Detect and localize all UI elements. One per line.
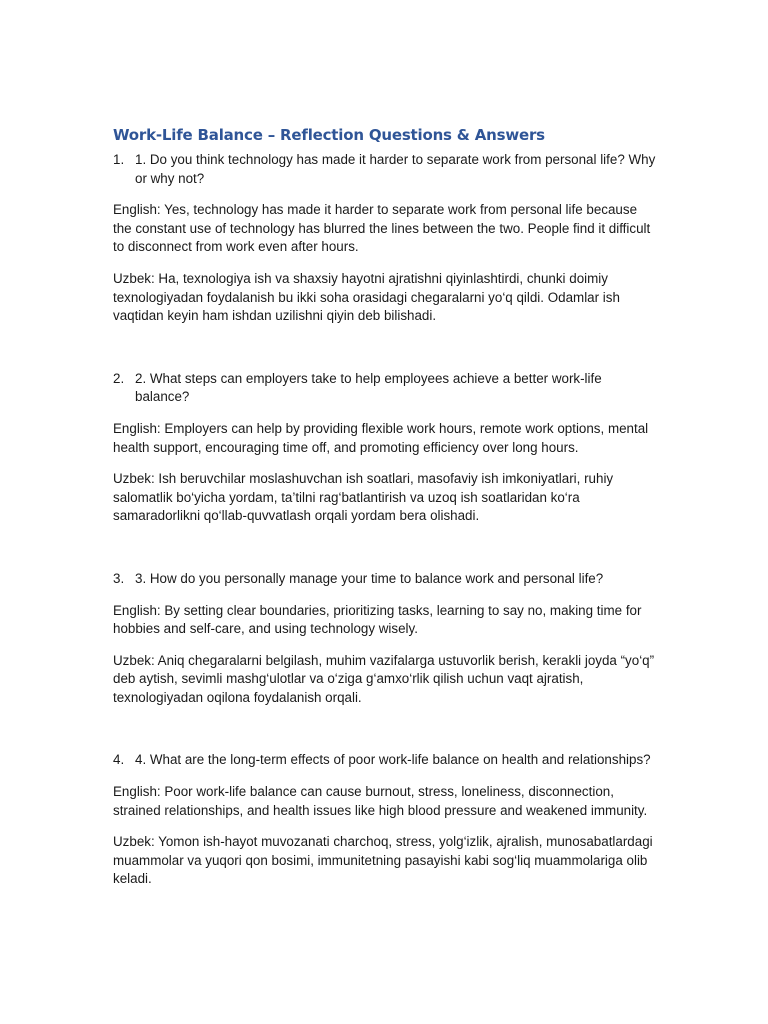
document-title: Work-Life Balance – Reflection Questions & Answers — [113, 126, 545, 144]
uzbek-answer: Uzbek: Ish beruvchilar moslashuvchan ish soatlari, masofaviy ish imkoniyatlari, ruhiy salomatlik bo‘yicha yordam, ta’tilni rag‘batlantirish va uzoq ish soatlaridan ko‘ra samaradorlikni qo‘llab-quvvatlash orqali yordam bera olishadi. — [113, 471, 614, 524]
question-text: 1. Do you think technology has made it harder to separate work from personal life? Why or why not? — [135, 152, 656, 186]
uzbek-answer: Uzbek: Aniq chegaralarni belgilash, muhim vazifalarga ustuvorlik berish, kerakli joyda “yo‘q” deb aytish, sevimli mashg‘ulotlar va o‘ziga g‘amxo‘rlik qilish uchun vaqt ajratish, texnologiyadan oqilona foydalanish orqali. — [113, 652, 655, 705]
english-answer: English: By setting clear boundaries, prioritizing tasks, learning to say no, making time for hobbies and self-care, and using technology wisely. — [113, 602, 642, 637]
question-text: 2. What steps can employers take to help employees achieve a better work-life balance? — [135, 370, 602, 405]
english-answer: English: Yes, technology has made it harder to separate work from personal life because the constant use of technology has blurred the lines between the two. People find it difficult to disconnect from work even after hours. — [113, 202, 651, 255]
question-1 — [113, 151, 658, 188]
qa-item-2 — [113, 370, 658, 526]
question-number: 3. — [113, 570, 125, 586]
english-answer: English: Employers can help by providing flexible work hours, remote work options, mental health support, encouraging time off, and promoting efficiency over long hours. — [113, 420, 649, 455]
uzbek-answer: Uzbek: Ha, texnologiya ish va shaxsiy hayotni ajratishni qiyinlashtirdi, chunki doimiy texnologiyadan foydalanish bu ikki soha orasidagi chegaralarni yo‘q qildi. Odamlar ish vaqtidan keyin ham ishdan uzilishni qiyin deb bilishadi. — [113, 270, 620, 324]
question-3 — [113, 570, 658, 589]
question-4 — [113, 751, 658, 770]
question-text: 4. What are the long-term effects of poor work-life balance on health and relationships? — [135, 752, 651, 768]
question-number: 4. — [113, 752, 125, 768]
qa-item-4 — [113, 751, 658, 889]
document-body — [113, 124, 658, 889]
question-text: 3. How do you personally manage your time to balance work and personal life? — [135, 570, 604, 586]
english-answer: English: Poor work-life balance can cause burnout, stress, loneliness, disconnection, strained relationships, and health issues like high blood pressure and weakened immunity. — [113, 784, 648, 818]
qa-item-3 — [113, 570, 658, 708]
question-number: 1. — [113, 152, 125, 167]
qa-item-1 — [113, 151, 658, 326]
uzbek-answer: Uzbek: Yomon ish-hayot muvozanati charchoq, stress, yolg‘izlik, ajralish, munosabatlardagi muammolar va yuqori qon bosimi, immunitetning pasayishi kabi sog‘liq muammolariga olib keladi. — [113, 834, 653, 887]
question-2 — [113, 370, 658, 407]
question-number: 2. — [113, 370, 125, 386]
